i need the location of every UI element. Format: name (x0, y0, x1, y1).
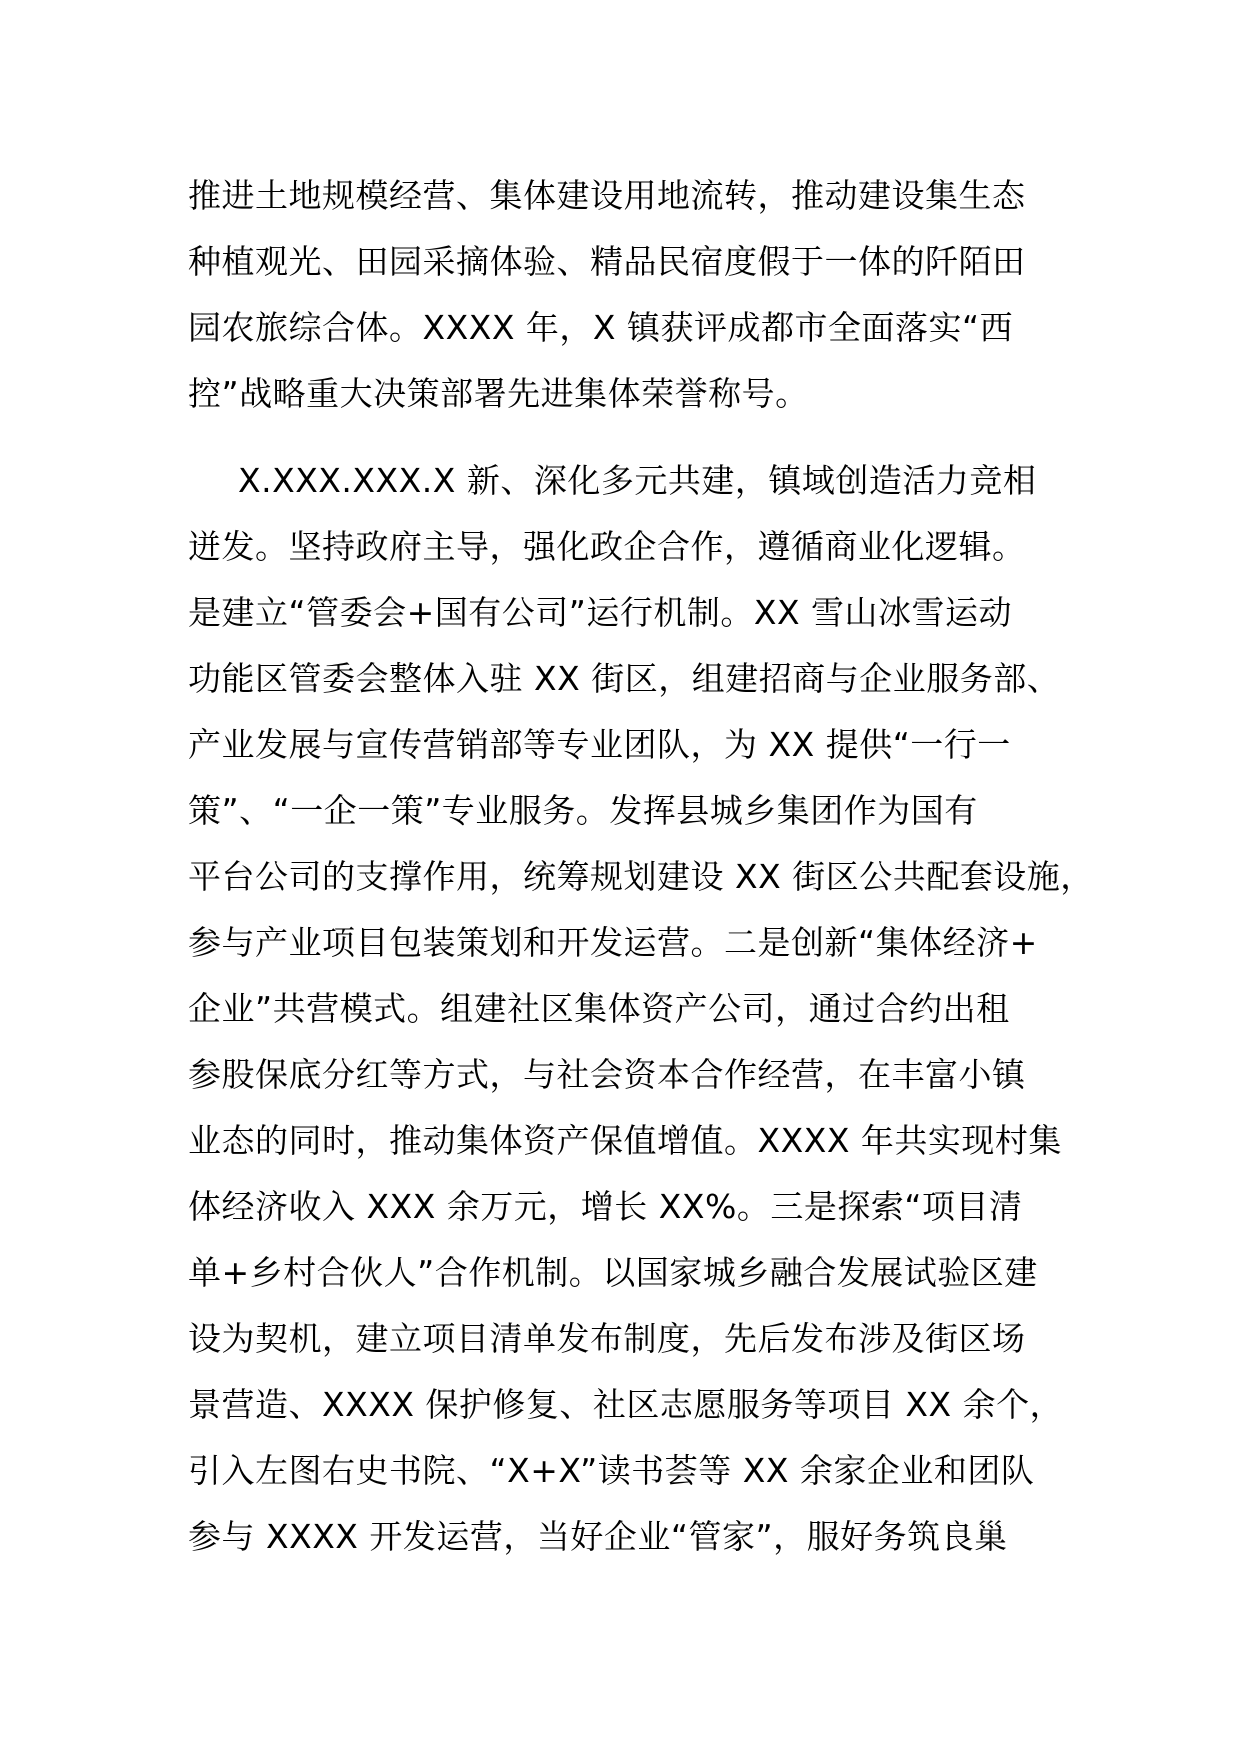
text-line: 引入左图右史书院、“X+X”读书荟等 XX 余家企业和团队 (188, 1451, 1035, 1490)
text-line: 功能区管委会整体入驻 XX 街区，组建招商与企业服务部、 (188, 659, 1061, 698)
text-line: 参与 XXXX 开发运营，当好企业“管家”，服好务筑良巢 (188, 1517, 1008, 1556)
text-line: 设为契机，建立项目清单发布制度，先后发布涉及街区场 (188, 1319, 1026, 1358)
text-line: 参股保底分红等方式，与社会资本合作经营，在丰富小镇 (188, 1055, 1026, 1094)
text-line: 平台公司的支撑作用，统筹规划建设 XX 街区公共配套设施， (188, 857, 1094, 896)
text-line: 种植观光、田园采摘体验、精品民宿度假于一体的阡陌田 (188, 242, 1026, 281)
text-line: 景营造、XXXX 保护修复、社区志愿服务等项目 XX 余个， (188, 1385, 1064, 1424)
text-line: 企业”共营模式。组建社区集体资产公司，通过合约出租 (188, 989, 1010, 1028)
text-line: 园农旅综合体。XXXX 年，X 镇获评成都市全面落实“西 (188, 308, 1014, 347)
text-line: 控”战略重大决策部署先进集体荣誉称号。 (188, 374, 809, 413)
text-line: 迸发。坚持政府主导，强化政企合作，遵循商业化逻辑。 (188, 527, 1026, 566)
text-line: 推进土地规模经营、集体建设用地流转，推动建设集生态 (188, 176, 1026, 215)
text-line: 是建立“管委会+国有公司”运行机制。XX 雪山冰雪运动 (188, 593, 1013, 632)
text-line: 产业发展与宣传营销部等专业团队，为 XX 提供“一行一 (188, 725, 1011, 764)
paragraph (188, 163, 1078, 427)
text-line: 策”、“一企一策”专业服务。发挥县城乡集团作为国有 (188, 791, 978, 830)
paragraph (188, 448, 1094, 1570)
text-line: X.XXX.XXX.X 新、深化多元共建，镇域创造活力竞相 (238, 461, 1037, 500)
text-line: 体经济收入 XXX 余万元，增长 XX%。三是探索“项目清 (188, 1187, 1023, 1226)
text-line: 参与产业项目包装策划和开发运营。二是创新“集体经济+ (188, 923, 1038, 962)
text-line: 单+乡村合伙人”合作机制。以国家城乡融合发展试验区建 (188, 1253, 1038, 1292)
text-line: 业态的同时，推动集体资产保值增值。XXXX 年共实现村集 (188, 1121, 1062, 1160)
